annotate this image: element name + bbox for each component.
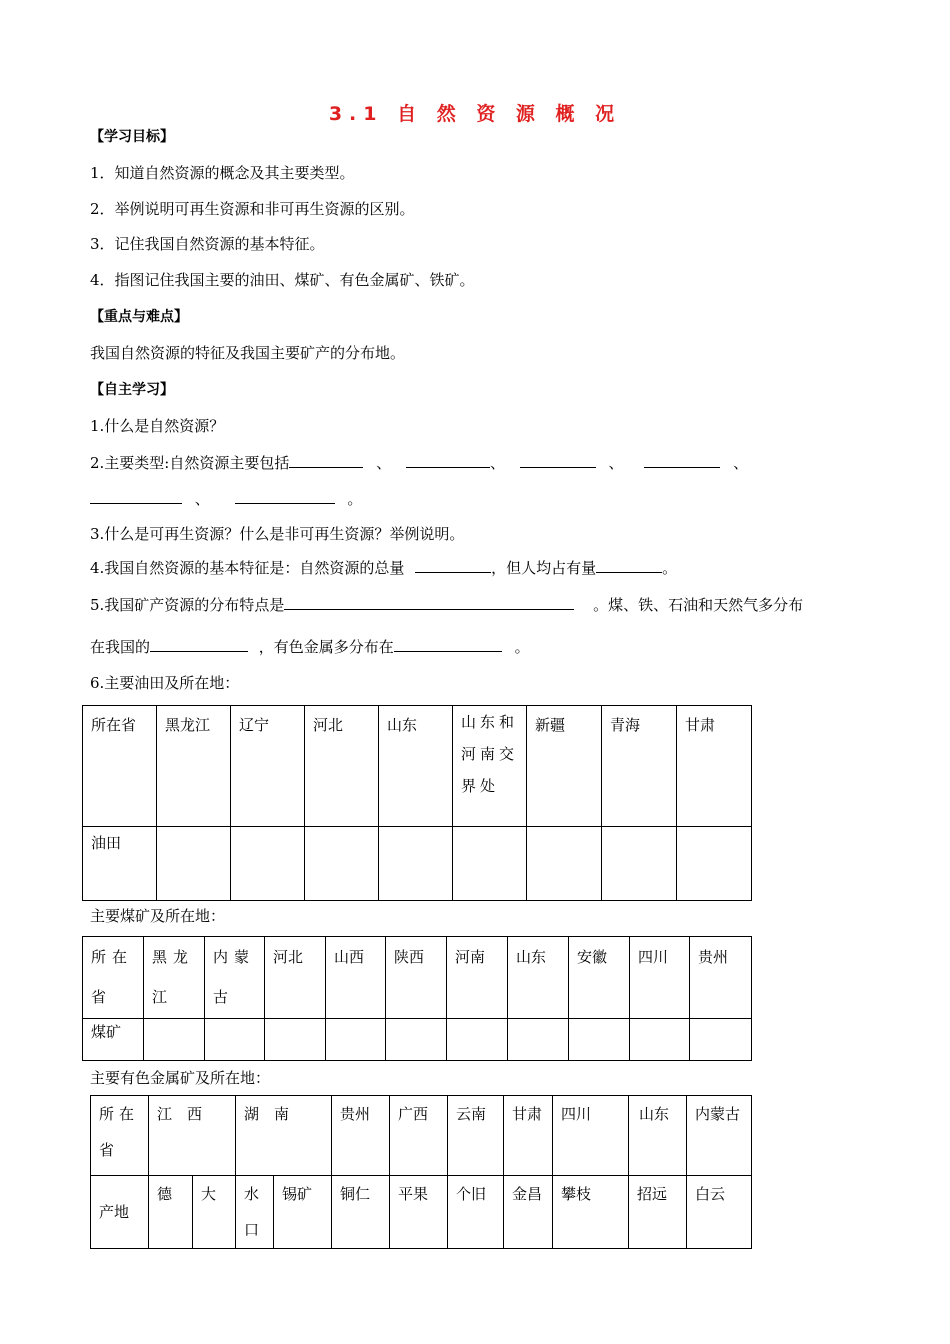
- site-cell: 攀枝: [553, 1176, 629, 1249]
- province-cell: 甘肃: [504, 1096, 553, 1176]
- period: 。: [662, 559, 678, 577]
- answer-cell[interactable]: [265, 1019, 326, 1061]
- site-cell: 德: [149, 1176, 193, 1249]
- question-5-cont: [90, 636, 530, 657]
- province-cell: 广西: [390, 1096, 448, 1176]
- page-title: 3.1 自 然 资 源 概 况: [328, 103, 622, 125]
- question-3: 3.什么是可再生资源？什么是非可再生资源？举例说明。: [90, 525, 465, 543]
- goal-item: 1．知道自然资源的概念及其主要类型。: [90, 164, 355, 182]
- province-cell: 山西: [326, 937, 386, 1019]
- answer-cell[interactable]: [508, 1019, 569, 1061]
- answer-blank[interactable]: [644, 453, 720, 468]
- question-2: [90, 452, 748, 473]
- q4-prefix: 4.我国自然资源的基本特征是：自然资源的总量: [90, 559, 405, 577]
- question-1: 1.什么是自然资源？: [90, 417, 225, 435]
- answer-blank[interactable]: [406, 453, 490, 468]
- answer-cell[interactable]: [144, 1019, 205, 1061]
- site-cell: 平果: [390, 1176, 448, 1249]
- goal-item: 2．举例说明可再生资源和非可再生资源的区别。: [90, 200, 415, 218]
- row-label: 所在省: [91, 1096, 149, 1176]
- key-heading: 【重点与难点】: [90, 309, 188, 325]
- province-cell: 山东: [379, 706, 453, 827]
- oil-field-table: [82, 705, 752, 901]
- answer-cell[interactable]: [447, 1019, 508, 1061]
- q5-line2-prefix: 在我国的: [90, 638, 151, 656]
- answer-cell[interactable]: [527, 827, 602, 901]
- province-cell: 安徽: [569, 937, 630, 1019]
- answer-blank[interactable]: [520, 453, 596, 468]
- site-cell: 白云: [687, 1176, 752, 1249]
- site-cell: 大: [193, 1176, 236, 1249]
- province-cell: 河北: [305, 706, 379, 827]
- answer-cell[interactable]: [690, 1019, 752, 1061]
- province-cell: 青海: [602, 706, 677, 827]
- province-cell: 河北: [265, 937, 326, 1019]
- answer-cell[interactable]: [569, 1019, 630, 1061]
- period: 。: [347, 490, 363, 508]
- answer-cell[interactable]: [379, 827, 453, 901]
- q5-line2-mid: ，有色金属多分布在: [258, 638, 394, 656]
- province-cell: 黑龙江: [144, 937, 205, 1019]
- row-label: 所在省: [83, 937, 144, 1019]
- answer-cell[interactable]: [157, 827, 231, 901]
- province-cell: 甘肃: [677, 706, 752, 827]
- question-5: [90, 594, 803, 615]
- q4-mid: ，但人均占有量: [491, 559, 597, 577]
- period: 。: [514, 638, 530, 656]
- answer-cell[interactable]: [453, 827, 527, 901]
- site-cell: 金昌: [504, 1176, 553, 1249]
- row-label: 油田: [83, 827, 157, 901]
- site-cell: 水口: [236, 1176, 274, 1249]
- answer-cell[interactable]: [386, 1019, 447, 1061]
- key-text: 我国自然资源的特征及我国主要矿产的分布地。: [90, 344, 406, 362]
- metal-table: [90, 1095, 752, 1249]
- q2-prefix: 2.主要类型:自然资源主要包括: [90, 454, 290, 472]
- goals-heading: 【学习目标】: [90, 129, 174, 145]
- question-4: [90, 557, 677, 578]
- coal-table: [82, 936, 752, 1061]
- answer-cell[interactable]: [630, 1019, 690, 1061]
- answer-cell[interactable]: [205, 1019, 265, 1061]
- answer-blank[interactable]: [394, 637, 502, 652]
- province-cell: 陕西: [386, 937, 447, 1019]
- province-cell: 贵州: [332, 1096, 390, 1176]
- separator: 、: [608, 454, 624, 472]
- answer-cell[interactable]: [326, 1019, 386, 1061]
- row-label: 煤矿: [83, 1019, 144, 1061]
- separator: 、: [489, 454, 505, 472]
- province-cell: 四川: [553, 1096, 629, 1176]
- province-cell: 辽宁: [231, 706, 305, 827]
- province-cell: 内蒙古: [205, 937, 265, 1019]
- province-cell: 湖 南: [236, 1096, 332, 1176]
- self-study-heading: 【自主学习】: [90, 382, 174, 398]
- separator: 、: [194, 490, 210, 508]
- answer-blank[interactable]: [150, 637, 248, 652]
- answer-blank[interactable]: [235, 489, 335, 504]
- answer-blank[interactable]: [415, 558, 491, 573]
- answer-blank[interactable]: [284, 595, 574, 610]
- province-cell: 新疆: [527, 706, 602, 827]
- province-cell: 山东和河南交界处: [453, 706, 527, 827]
- q5-prefix: 5.我国矿产资源的分布特点是: [90, 596, 285, 614]
- separator: 、: [376, 454, 392, 472]
- province-cell: 山东: [508, 937, 569, 1019]
- province-cell: 贵州: [690, 937, 752, 1019]
- metal-heading: 主要有色金属矿及所在地：: [90, 1069, 271, 1087]
- answer-blank[interactable]: [596, 558, 662, 573]
- site-cell: 锡矿: [274, 1176, 332, 1249]
- answer-blank[interactable]: [289, 453, 363, 468]
- answer-cell[interactable]: [305, 827, 379, 901]
- site-cell: 铜仁: [332, 1176, 390, 1249]
- province-cell: 江 西: [149, 1096, 236, 1176]
- site-cell: 个旧: [448, 1176, 504, 1249]
- province-cell: 内蒙古: [687, 1096, 752, 1176]
- question-6: 6.主要油田及所在地：: [90, 674, 240, 692]
- province-cell: 河南: [447, 937, 508, 1019]
- row-label: 产地: [91, 1176, 149, 1249]
- answer-cell[interactable]: [231, 827, 305, 901]
- answer-cell[interactable]: [602, 827, 677, 901]
- site-cell: 招远: [629, 1176, 687, 1249]
- province-cell: 黑龙江: [157, 706, 231, 827]
- row-label: 所在省: [83, 706, 157, 827]
- province-cell: 云南: [448, 1096, 504, 1176]
- coal-heading: 主要煤矿及所在地：: [90, 907, 226, 925]
- goal-item: 4．指图记住我国主要的油田、煤矿、有色金属矿、铁矿。: [90, 271, 475, 289]
- answer-blank[interactable]: [90, 489, 182, 504]
- q5-tail: 。煤、铁、石油和天然气多分布: [593, 596, 804, 614]
- goal-item: 3．记住我国自然资源的基本特征。: [90, 235, 325, 253]
- answer-cell[interactable]: [677, 827, 752, 901]
- separator: 、: [733, 454, 749, 472]
- question-2-cont: [90, 488, 362, 509]
- province-cell: 四川: [630, 937, 690, 1019]
- province-cell: 山东: [629, 1096, 687, 1176]
